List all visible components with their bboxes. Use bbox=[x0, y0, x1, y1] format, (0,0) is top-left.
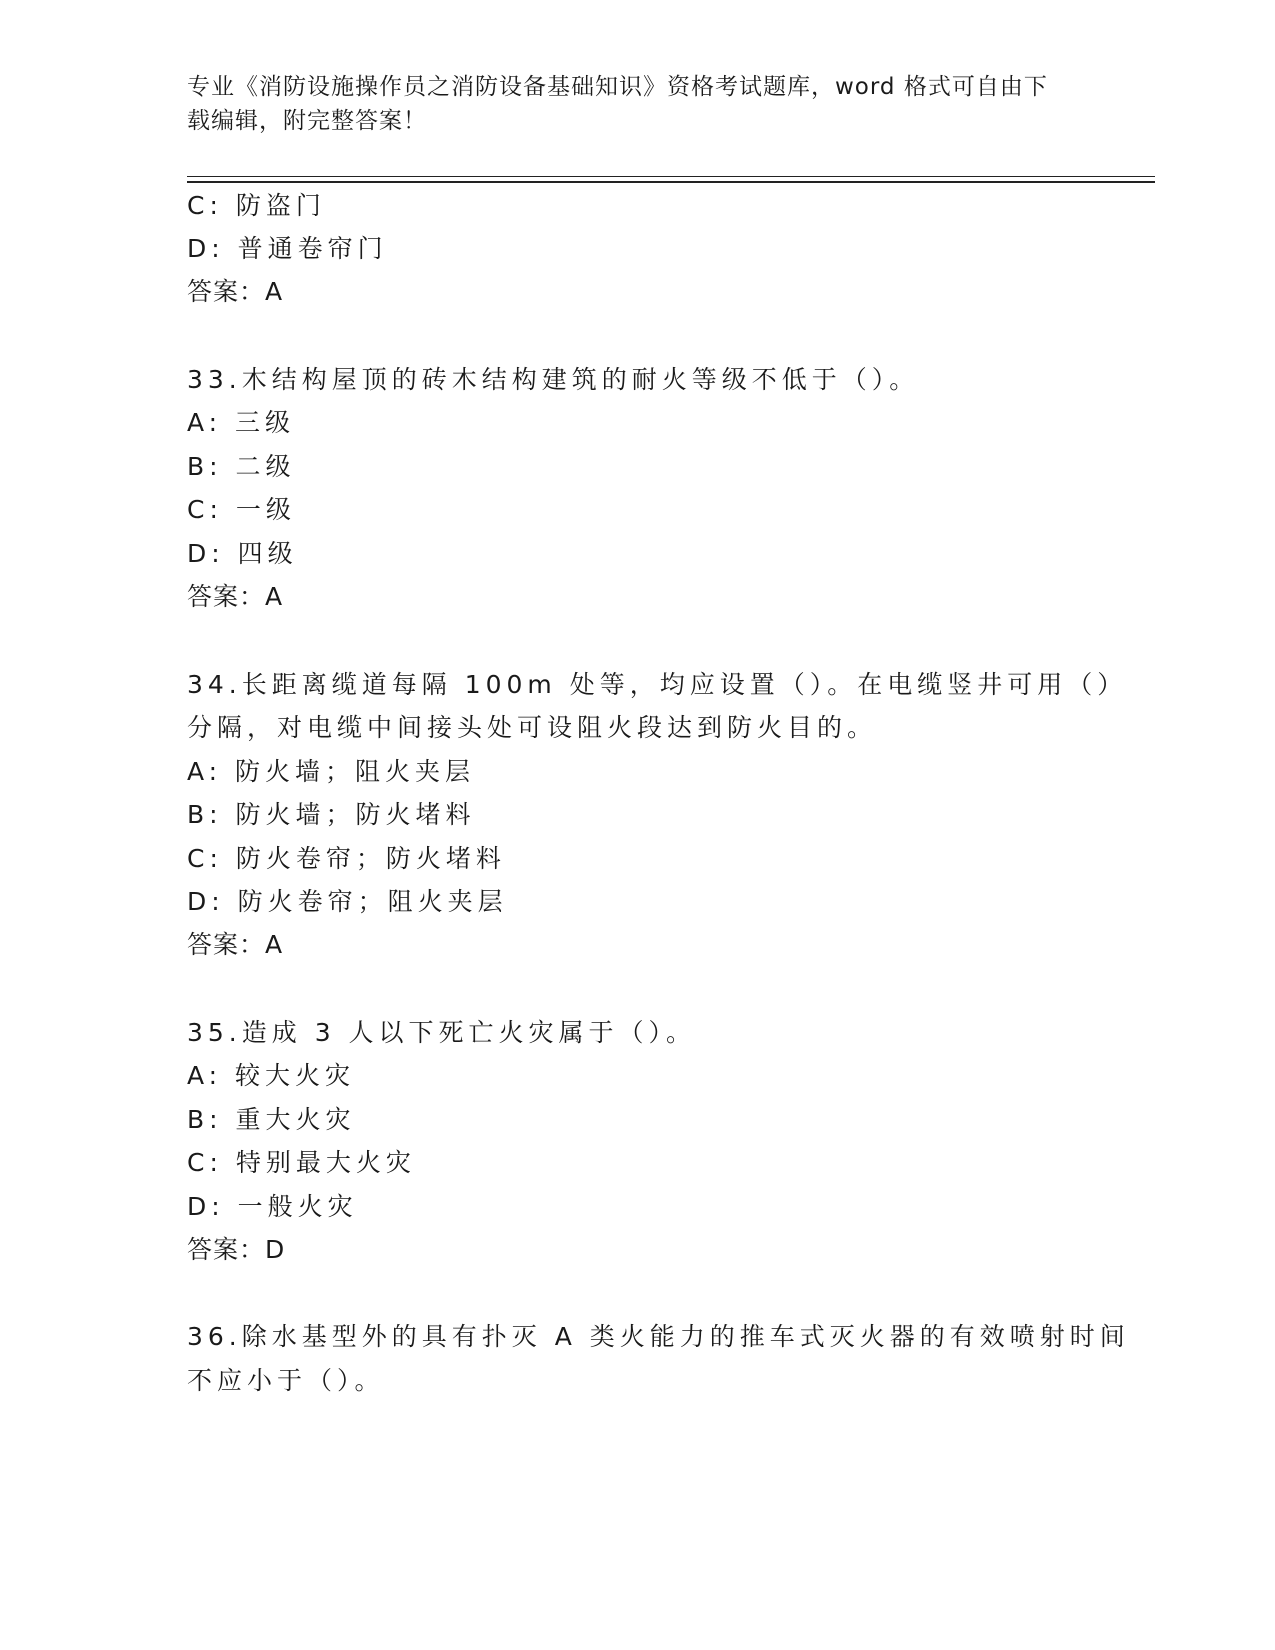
option-c: C: 防火卷帘；防火堵料 bbox=[187, 844, 506, 873]
option-c: C: 防盗门 bbox=[187, 191, 326, 220]
option-a: A: 防火墙；阻火夹层 bbox=[187, 757, 476, 786]
option-c: C: 特别最大火灾 bbox=[187, 1148, 416, 1177]
option-c: C: 一级 bbox=[187, 495, 296, 524]
question-stem: 33.木结构屋顶的砖木结构建筑的耐火等级不低于（）。 bbox=[187, 365, 920, 394]
answer-line: 答案：A bbox=[187, 582, 284, 611]
option-d: D: 普通卷帘门 bbox=[187, 234, 388, 263]
answer-line: 答案：A bbox=[187, 930, 284, 959]
option-a: A: 三级 bbox=[187, 408, 296, 437]
option-d: D: 四级 bbox=[187, 539, 298, 568]
question-stem: 34.长距离缆道每隔 100m 处等，均应设置（）。在电缆竖井可用（） bbox=[187, 670, 1128, 699]
header-divider-thick bbox=[187, 181, 1155, 183]
header-divider-thin bbox=[187, 176, 1155, 177]
question-stem-continued: 分隔，对电缆中间接头处可设阻火段达到防火目的。 bbox=[187, 713, 878, 742]
option-d: D: 防火卷帘；阻火夹层 bbox=[187, 887, 508, 916]
question-stem: 36.除水基型外的具有扑灭 A 类火能力的推车式灭火器的有效喷射时间 bbox=[187, 1322, 1130, 1351]
option-a: A: 较大火灾 bbox=[187, 1061, 356, 1090]
question-stem-continued: 不应小于（）。 bbox=[187, 1366, 385, 1395]
option-d: D: 一般火灾 bbox=[187, 1192, 358, 1221]
answer-line: 答案：D bbox=[187, 1235, 286, 1264]
header-line-2: 载编辑，附完整答案！ bbox=[187, 108, 427, 134]
option-b: B: 二级 bbox=[187, 452, 296, 481]
document-header bbox=[187, 70, 1087, 138]
header-line-1: 专业《消防设施操作员之消防设备基础知识》资格考试题库，word 格式可自由下 bbox=[187, 74, 1048, 100]
question-stem: 35.造成 3 人以下死亡火灾属于（）。 bbox=[187, 1018, 697, 1047]
answer-line: 答案：A bbox=[187, 277, 284, 306]
option-b: B: 重大火灾 bbox=[187, 1105, 356, 1134]
option-b: B: 防火墙；防火堵料 bbox=[187, 800, 476, 829]
